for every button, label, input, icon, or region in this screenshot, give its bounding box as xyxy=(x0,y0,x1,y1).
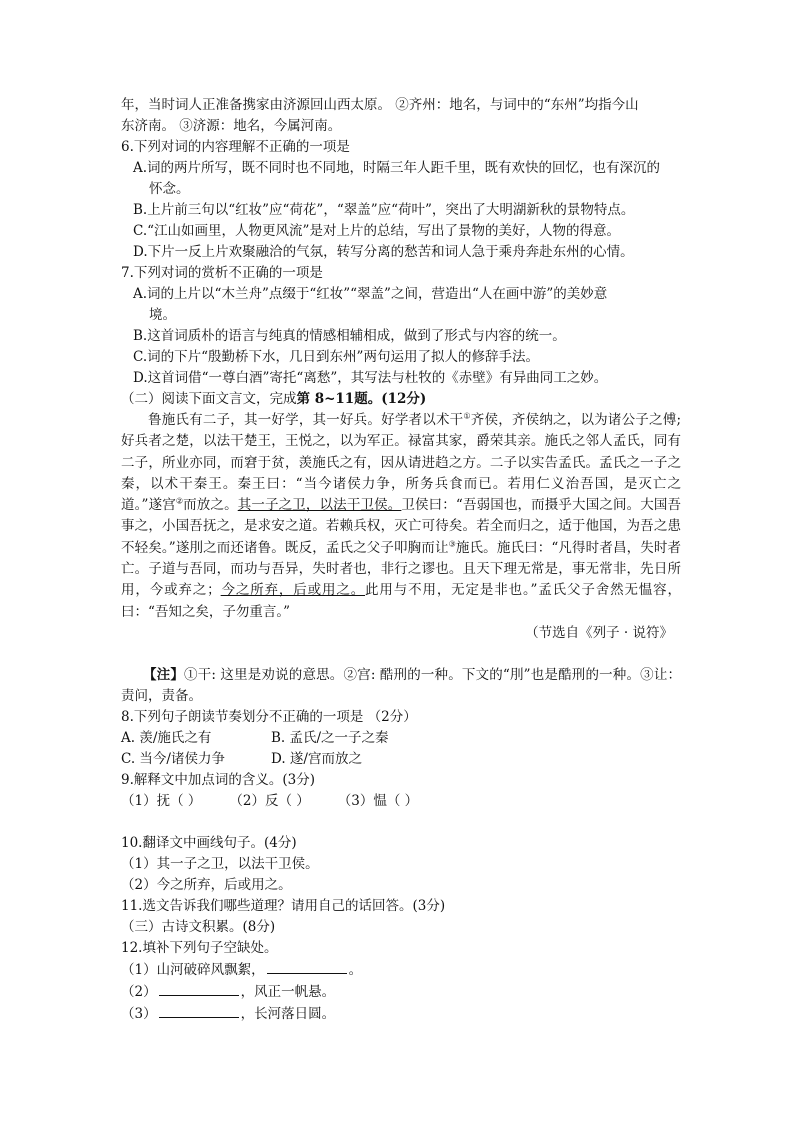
question-9-item-1: （1）抚（ ） xyxy=(121,792,202,809)
note-text: ①干: 这里是劝说的意思。②宫: 酷刑的一种。下文的“刖”也是酷刑的一种。③让：责问，责备。 xyxy=(121,666,682,704)
question-10-item-1: （1）其一子之卫，以法干卫侯。 xyxy=(121,855,319,872)
classical-passage xyxy=(121,410,681,623)
question-9-stem: 9.解释文中加点词的含义。(3分) xyxy=(121,771,316,788)
question-12-stem: 12.填补下列句子空缺处。 xyxy=(121,939,278,956)
question-9-item-2: （2）反（ ） xyxy=(229,792,310,809)
exam-page xyxy=(121,95,681,1025)
spacer xyxy=(121,644,681,665)
section-3-heading: （三）古诗文积累。(8分) xyxy=(121,918,276,935)
question-8-option-b: B. 孟氏/之一子之秦 xyxy=(271,729,389,746)
footnote-marker: ③ xyxy=(448,539,456,549)
passage-text: 此用与不用，无定是非也。”孟氏父子舍然无愠容，曰：“吾知之矣，子勿重言。” xyxy=(121,582,682,620)
item-text: （1）山河破碎风飘絮， xyxy=(121,961,265,978)
question-8-options-row-1 xyxy=(121,728,681,749)
note-label: 【注】 xyxy=(143,666,185,683)
passage-source: （节选自《列子 · 说符》 xyxy=(525,624,673,641)
question-10-stem: 10.翻译文中画线句子。(4分) xyxy=(121,834,297,851)
answer-blank[interactable] xyxy=(267,959,347,974)
question-7-option-a-cont: 境。 xyxy=(149,307,176,323)
question-6-stem: 6.下列对词的内容理解不正确的一项是 xyxy=(121,139,350,155)
question-6-option-d: D.下片一反上片欢聚融洽的气氛，转写分离的愁苦和词人急于乘舟奔赴东州的心情。 xyxy=(133,244,634,260)
spacer xyxy=(121,812,681,833)
question-8-option-c: C. 当今/诸侯力争 xyxy=(121,750,225,767)
passage-text: 施氏。施氏曰：“凡得时者昌，失时者亡。子道与吾同，而功与吾异，失时者也，非行之谬也。且天下理无常是，事无常非，先日所用，今或弃之； xyxy=(121,539,682,599)
question-8-options-row-2 xyxy=(121,749,681,770)
question-10-item-2: （2）今之所弃，后或用之。 xyxy=(121,876,292,893)
footnote-marker: ② xyxy=(175,496,184,506)
footnote-line-1: 年，当时词人正准备携家由济源回山西太原。 ②齐州：地名，与词中的“东州”均指今山 xyxy=(121,97,639,113)
question-6-option-b: B.上片前三句以“红妆”应“荷花”，“翠盖”应“荷叶”，突出了大明湖新秋的景物特点。 xyxy=(133,202,635,218)
question-7-option-a: A.词的上片以“木兰舟”点缀于“红妆”“翠盖”之间，营造出“人在画中游”的美妙意 xyxy=(133,286,608,302)
passage-text: 齐侯，齐侯纳之，以为诸公子之傅;好兵者之楚，以法干楚王，王悦之，以为军正。禄富其家，爵荣其亲。施氏之邻人孟氏，同有二子，所业亦同，而窘于贫，羡施氏之有，因从请进趋之方。二子以实告孟氏。孟氏之一子之秦，以术干秦王。秦王曰：“当今诸侯力争，所务兵食而已。若用仁义治吾国，是灭亡之道。”遂宫 xyxy=(121,412,681,514)
question-12-item-2 xyxy=(121,981,681,1003)
underlined-sentence-1: 其一子之卫，以法干卫侯。 xyxy=(237,497,402,514)
item-text: （3） xyxy=(121,1005,157,1022)
item-text: （2） xyxy=(121,983,157,1000)
item-text: ，风正一帆悬。 xyxy=(240,983,336,1000)
question-8-option-d: D. 遂/宫而放之 xyxy=(271,750,362,767)
question-9-items xyxy=(121,791,681,812)
item-text: ，长河落日圆。 xyxy=(240,1005,336,1022)
passage-text: 卫侯曰：“吾弱国也，而摄乎大国之间。大国吾事之，小国吾抚之，是求安之道。若赖兵权，灭亡可待矣。若全而归之，适于他国，为吾之患不轻矣。”遂刖之而还诸鲁。既反，孟氏之父子叩胸而让 xyxy=(121,497,682,556)
item-text: 。 xyxy=(348,961,363,978)
question-9-item-3: （3）愠（ ） xyxy=(337,792,419,809)
question-12-item-3 xyxy=(121,1003,681,1025)
passage-text: 而放之。 xyxy=(183,497,238,514)
question-7-option-b: B.这首词质朴的语言与纯真的情感相辅相成，做到了形式与内容的统一。 xyxy=(133,328,566,344)
question-7-option-c: C.词的下片“殷勤桥下水，几日到东州”两句运用了拟人的修辞手法。 xyxy=(133,349,539,365)
section-2-heading xyxy=(121,389,681,410)
footnote-line-2: 东济南。 ③济源：地名，今属河南。 xyxy=(121,118,342,134)
question-6-option-c: C.“江山如画里，人物更风流”是对上片的总结，写出了景物的美好，人物的得意。 xyxy=(133,223,620,239)
question-8-option-a: A. 羡/施氏之有 xyxy=(121,729,212,746)
question-8-stem: 8.下列句子朗读节奏划分不正确的一项是 （2分） xyxy=(121,708,417,725)
question-6-option-a: A.词的两片所写，既不同时也不同地，时隔三年人距千里，既有欢快的回忆，也有深沉的 xyxy=(133,160,661,176)
annotation-note xyxy=(121,665,681,707)
question-12-item-1 xyxy=(121,959,681,981)
footnote-marker: ① xyxy=(463,411,471,421)
question-7-stem: 7.下列对词的赏析不正确的一项是 xyxy=(121,265,323,281)
section-2-heading-range: 第 8~11题。(12分) xyxy=(296,391,427,407)
answer-blank[interactable] xyxy=(159,1003,239,1018)
question-7-option-d: D.这首词借“一尊白酒”寄托“离愁”，其写法与杜牧的《赤壁》有异曲同工之妙。 xyxy=(133,370,608,386)
underlined-sentence-2: 今之所弃，后或用之。 xyxy=(220,582,366,599)
answer-blank[interactable] xyxy=(159,981,239,996)
question-11-stem: 11.选文告诉我们哪些道理？请用自己的话回答。(3分) xyxy=(121,897,446,914)
section-2-heading-text: （二）阅读下面文言文，完成 xyxy=(121,391,297,407)
question-6-option-a-cont: 怀念。 xyxy=(149,181,190,197)
passage-text: 鲁施氏有二子，其一好学，其一好兵。好学者以术干 xyxy=(148,412,464,428)
